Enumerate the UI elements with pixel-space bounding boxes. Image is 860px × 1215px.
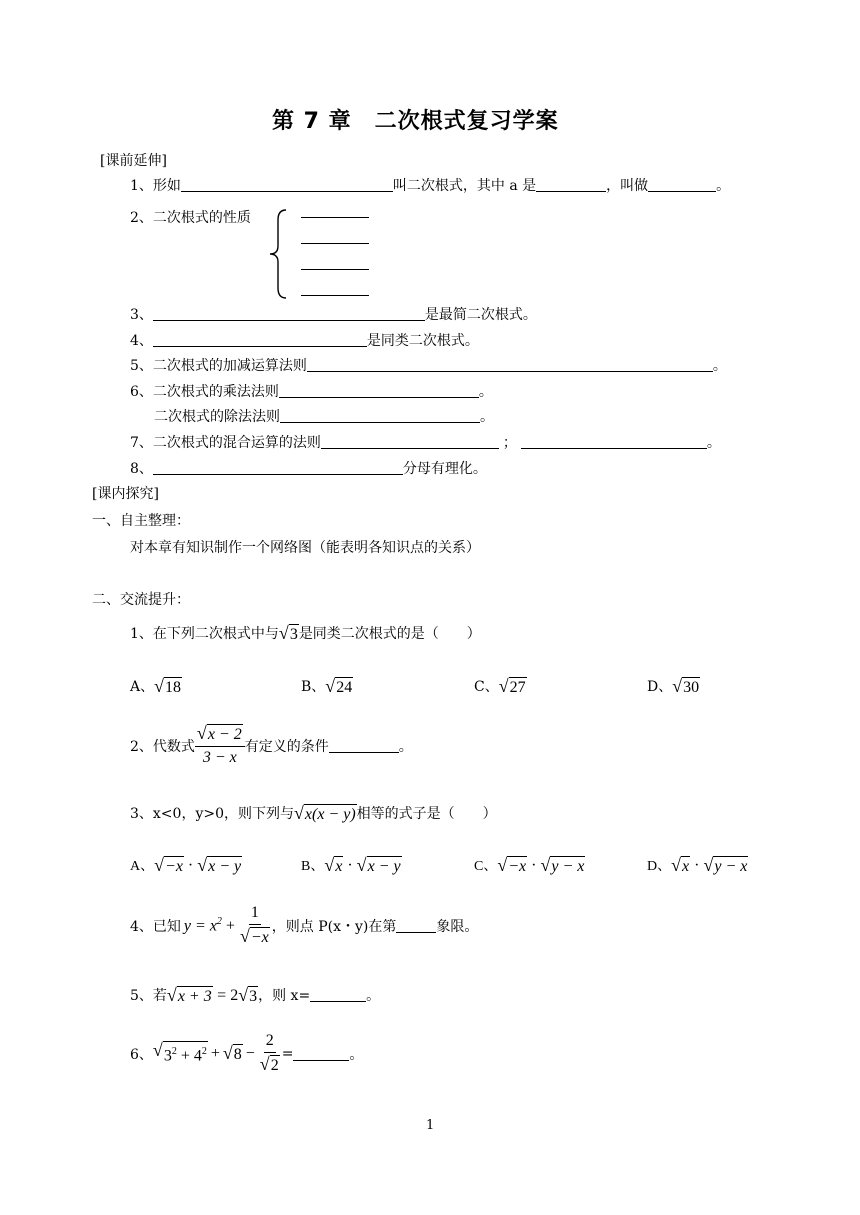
q6-text-a: 6、二次根式的乘法法则 <box>130 384 279 400</box>
problem-5 <box>130 985 380 1006</box>
p6-text-a: 6、 <box>130 1046 153 1063</box>
p4-fraction: 1 √ −x <box>239 904 269 946</box>
q3-text-b: 是最简二次根式。 <box>424 307 537 323</box>
p3-sqrt: √ x(x − y) <box>294 803 356 823</box>
question-8 <box>130 458 487 478</box>
section-heading-pre: [课前延伸] <box>100 153 167 169</box>
p3-option-a[interactable]: A、 √ −x · √ x − y <box>130 855 242 876</box>
problem-3 <box>130 803 497 824</box>
q4-text-b: 是同类二次根式。 <box>366 333 479 349</box>
q7-blank-2[interactable] <box>521 434 707 449</box>
p1-option-d[interactable]: D、 √ 30 <box>647 676 700 696</box>
p2-text-c: 。 <box>398 738 413 755</box>
q5-text-b: 。 <box>712 358 727 374</box>
p2-text-b: 有定义的条件 <box>244 738 329 755</box>
p6-sqrt-8: √ 8 <box>222 1042 242 1063</box>
q4-text-a: 4、 <box>130 333 153 349</box>
p5-blank[interactable] <box>310 987 366 1002</box>
q8-text-a: 8、 <box>130 461 153 477</box>
p3-option-d[interactable]: D、 √ x · √ y − x <box>647 855 748 876</box>
question-4 <box>130 330 479 350</box>
q1-text-a: 1、形如 <box>130 178 181 194</box>
p5-text-c: 。 <box>366 988 381 1004</box>
p4-blank[interactable] <box>396 918 436 933</box>
q1-blank-1[interactable] <box>181 177 393 192</box>
q3-blank[interactable] <box>153 306 425 321</box>
q6-blank-2[interactable] <box>280 408 480 423</box>
p3-text-a: 3、x<0，y>0，则下列与 <box>130 806 294 822</box>
q1-text-b: 叫二次根式，其中 a 是 <box>392 178 537 194</box>
brace-icon <box>266 208 290 300</box>
q8-text-b: 分母有理化。 <box>402 461 487 477</box>
question-3 <box>130 304 537 324</box>
page-title: 第 7 章 二次根式复习学案 <box>272 109 559 134</box>
q6-text-c: 二次根式的除法法则 <box>154 409 280 425</box>
p5-sqrt-2: √ 3 <box>238 985 258 1005</box>
p6-blank[interactable] <box>293 1046 349 1061</box>
q7-blank-1[interactable] <box>321 434 499 449</box>
p2-fraction: √ x − 2 3 − x <box>195 724 245 767</box>
p5-text-a: 5、若 <box>130 988 167 1004</box>
q7-text-a: 7、二次根式的混合运算的法则 <box>130 435 321 451</box>
question-1 <box>130 175 730 195</box>
p1-option-a[interactable]: A、 √ 18 <box>130 676 182 696</box>
q7-text-b: ； <box>502 435 517 451</box>
p1-text-a: 1、在下列二次根式中与 <box>130 626 279 642</box>
part-2-title: 二、交流提升： <box>92 592 190 608</box>
p2-text-a: 2、代数式 <box>130 738 195 755</box>
q1-text-d: 。 <box>716 178 731 194</box>
q8-blank[interactable] <box>153 460 403 475</box>
question-6-division <box>154 406 494 426</box>
problem-4 <box>130 904 478 947</box>
q6-blank-1[interactable] <box>279 383 479 398</box>
question-7 <box>130 432 721 452</box>
p6-fraction: 2 √ 2 <box>259 1032 279 1074</box>
q1-blank-3[interactable] <box>648 177 716 192</box>
p3-option-b[interactable]: B、 √ x · √ x − y <box>301 855 401 876</box>
q7-text-c: 。 <box>706 435 721 451</box>
q2-blank-2[interactable] <box>301 229 369 244</box>
p6-text-c: 。 <box>349 1046 364 1063</box>
p6-text-b: = <box>281 1045 294 1062</box>
problem-1 <box>130 623 481 644</box>
q1-blank-2[interactable] <box>536 177 606 192</box>
p6-minus: − <box>245 1044 255 1062</box>
p1-option-c[interactable]: C、 √ 27 <box>474 676 526 696</box>
p1-option-b[interactable]: B、 √ 24 <box>301 676 353 696</box>
p5-equals: = 2 <box>217 987 239 1004</box>
p1-text-b: 是同类二次根式的是（ ） <box>298 626 481 642</box>
p2-blank[interactable] <box>329 738 399 753</box>
q1-text-c: ，叫做 <box>606 178 649 194</box>
p6-sqrt-sum: √ $3^2 + 4^2$ <box>152 1040 207 1065</box>
p4-text-b: ，则点 P(x・y)在第 <box>271 918 397 935</box>
problem-6 <box>130 1032 363 1075</box>
q6-text-d: 。 <box>480 409 494 425</box>
page-number: 1 <box>426 1118 435 1133</box>
part-1-title: 一、自主整理： <box>92 513 190 529</box>
q2-blank-1[interactable] <box>301 203 369 218</box>
q6-text-b: 。 <box>478 384 493 400</box>
q2-blank-3[interactable] <box>301 255 369 270</box>
p5-text-b: ，则 x= <box>258 988 311 1004</box>
q5-text-a: 5、二次根式的加减运算法则 <box>130 358 307 374</box>
problem-2 <box>130 724 413 767</box>
section-heading-in: [课内探究] <box>92 486 159 502</box>
part-1-text: 对本章有知识制作一个网络图（能表明各知识点的关系） <box>130 540 480 556</box>
p4-text-c: 象限。 <box>436 918 479 935</box>
p3-text-b: 相等的式子是（ ） <box>356 806 497 822</box>
q3-text-a: 3、 <box>130 307 153 323</box>
question-2-label: 2、二次根式的性质 <box>130 210 251 226</box>
question-5 <box>130 355 727 375</box>
p6-plus: + <box>210 1044 220 1062</box>
q4-blank[interactable] <box>153 332 367 347</box>
p4-text-a: 4、已知 <box>130 918 181 935</box>
p3-option-c[interactable]: C、 √ −x · √ y − x <box>474 855 585 876</box>
p1-sqrt: √ 3 <box>278 623 298 643</box>
q5-blank[interactable] <box>307 357 713 372</box>
p5-sqrt: √ x + 3 <box>166 985 212 1005</box>
p4-equation: $y = x^2$ + <box>183 915 235 935</box>
q2-blank-4[interactable] <box>301 281 369 296</box>
question-6 <box>130 381 493 401</box>
